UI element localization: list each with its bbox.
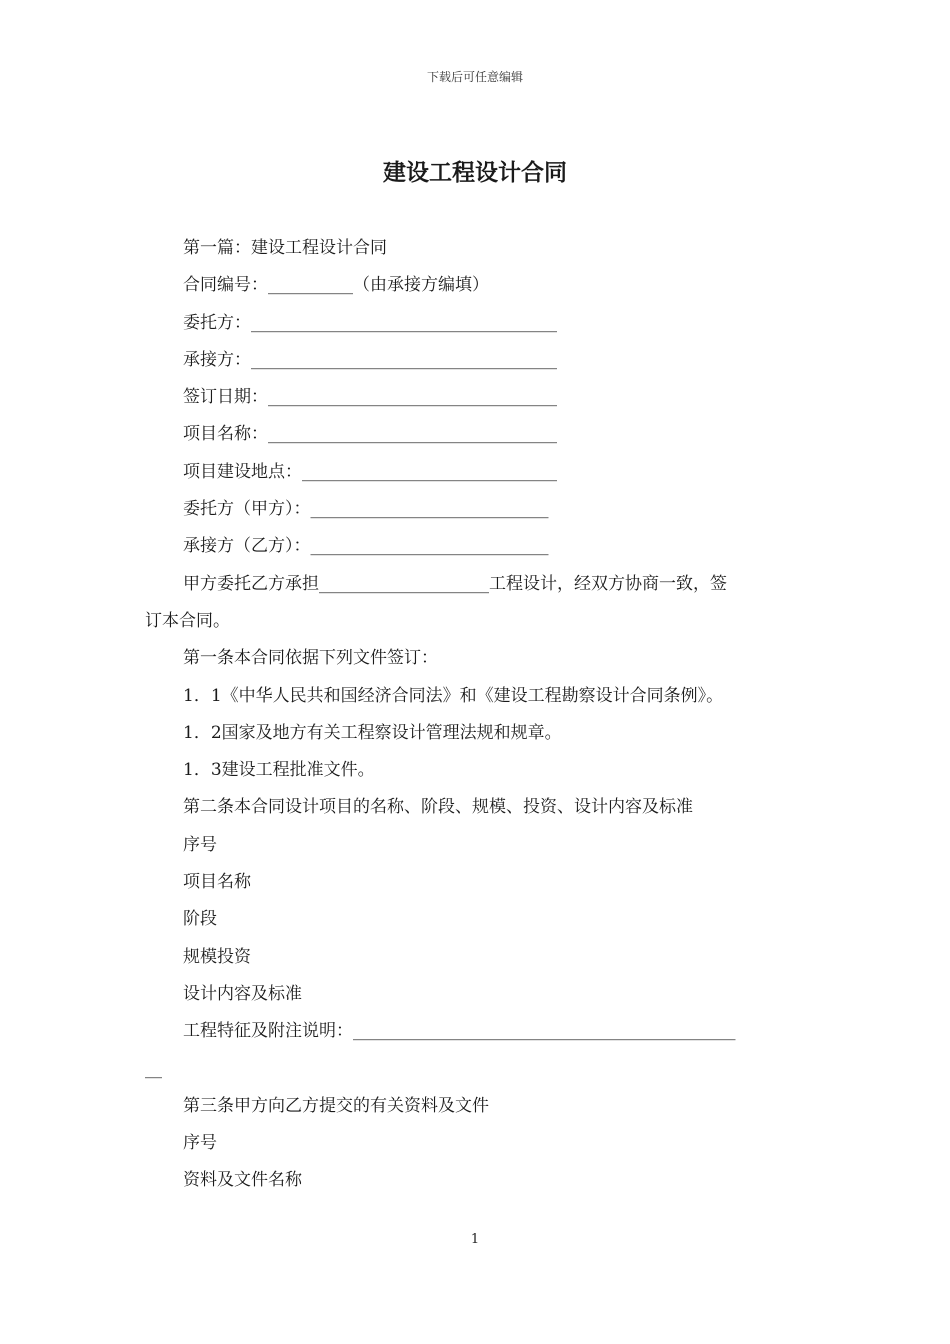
line-label: 1．1《中华人民共和国经济合同法》和《建设工程勘察设计合同条例》。 (183, 685, 724, 706)
line-label: 序号 (183, 834, 217, 855)
line-label: 项目名称： (183, 424, 268, 445)
line-label: 合同编号： (183, 275, 268, 296)
line-label: 项目名称 (183, 872, 251, 893)
line-label: 签订日期： (183, 387, 268, 408)
line-label: 第三条甲方向乙方提交的有关资料及文件 (183, 1095, 489, 1116)
contract-line (145, 643, 810, 680)
fill-blank: __________________________________ (268, 387, 557, 408)
line-suffix: 工程设计，经双方协商一致，签 (489, 573, 727, 594)
contract-line (145, 681, 810, 718)
line-label: 工程特征及附注说明： (183, 1021, 353, 1042)
contract-line (145, 979, 810, 1016)
contract-line (145, 755, 810, 792)
contract-line (145, 569, 810, 606)
line-label: 第一篇：建设工程设计合同 (183, 238, 387, 258)
line-label: 序号 (183, 1133, 217, 1154)
contract-line (145, 494, 810, 531)
contract-body (145, 233, 810, 1203)
fill-blank: __________________________________ (268, 424, 557, 445)
contract-line (145, 1165, 810, 1202)
line-label: 规模投资 (183, 946, 251, 967)
fill-blank: ____________________________________ (251, 312, 557, 333)
fill-blank: ____________________________ (310, 499, 549, 520)
contract-line (145, 792, 810, 829)
page-number: 1 (470, 1232, 480, 1247)
line-label: 第一条本合同依据下列文件签订： (183, 648, 438, 669)
contract-line (145, 308, 810, 345)
fill-blank: ____________________________ (310, 536, 549, 557)
fill-blank: _____________________________________________ (353, 1021, 736, 1042)
line-label: 订本合同。 (145, 610, 230, 631)
contract-line (145, 270, 810, 307)
contract-line (145, 419, 810, 456)
contract-line (145, 1054, 810, 1091)
line-label: 第二条本合同设计项目的名称、阶段、规模、投资、设计内容及标准 (183, 797, 693, 818)
line-label: 1．3建设工程批准文件。 (183, 760, 375, 781)
contract-line (145, 1128, 810, 1165)
line-label: 承接方（乙方）： (183, 536, 311, 557)
header-note: 下载后可任意编辑 (426, 70, 523, 84)
line-label: 设计内容及标准 (183, 983, 302, 1004)
contract-line (145, 233, 810, 270)
contract-line (145, 531, 810, 568)
contract-line (145, 942, 810, 979)
contract-line (145, 345, 810, 382)
fill-blank: ______________________________ (302, 461, 557, 482)
fill-blank: __________ (268, 275, 353, 296)
contract-line (145, 867, 810, 904)
line-label: 甲方委托乙方承担 (183, 573, 319, 594)
line-label: 资料及文件名称 (183, 1170, 302, 1191)
contract-line (145, 1016, 810, 1053)
fill-blank: ____________________________________ (251, 349, 557, 370)
contract-line (145, 830, 810, 867)
line-label: 1．2国家及地方有关工程察设计管理法规和规章。 (183, 722, 562, 743)
contract-line (145, 718, 810, 755)
line-label: 承接方： (183, 349, 251, 370)
contract-line (145, 457, 810, 494)
line-label: 阶段 (183, 909, 217, 930)
line-label: 委托方（甲方）： (183, 499, 311, 520)
fill-blank: ____________________ (319, 573, 489, 594)
line-suffix: （由承接方编填） (353, 275, 489, 296)
line-label: 委托方： (183, 312, 251, 333)
document-title: 建设工程设计合同 (383, 159, 567, 186)
line-label: 项目建设地点： (183, 461, 302, 482)
fill-blank: __ (145, 1058, 162, 1079)
contract-line (145, 382, 810, 419)
contract-line (145, 904, 810, 941)
contract-line (145, 1091, 810, 1128)
contract-line (145, 606, 810, 643)
